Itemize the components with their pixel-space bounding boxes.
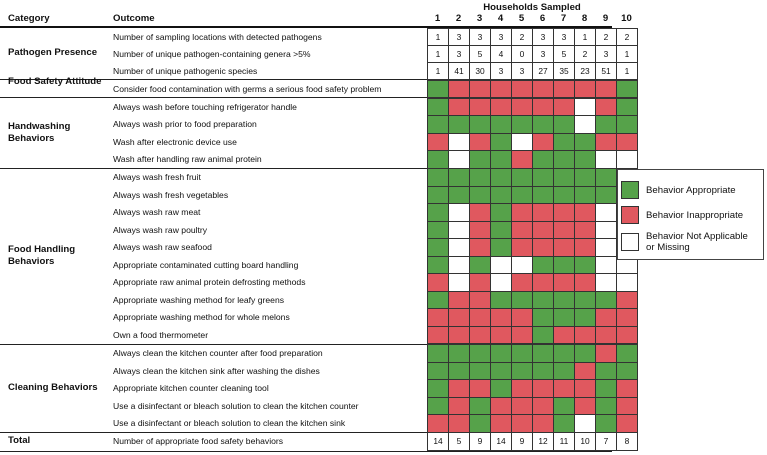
behavior-cell [511,414,533,433]
behavior-cell [490,221,512,240]
value-cell: 5 [469,45,491,64]
outcome-label: Appropriate kitchen counter cleaning tool [113,383,269,393]
behavior-cell [616,326,638,345]
behavior-cell [595,414,617,433]
behavior-cell [574,308,596,327]
behavior-cell [616,379,638,398]
value-cell: 5 [553,45,575,64]
behavior-cell [511,291,533,310]
behavior-cell [553,273,575,292]
behavior-cell [490,115,512,134]
behavior-cell [490,133,512,152]
value-cell: 2 [616,28,638,47]
behavior-cell [469,203,491,222]
behavior-cell [532,238,554,257]
behavior-cell [532,308,554,327]
behavior-cell [616,344,638,363]
outcome-label: Wash after electronic device use [113,136,237,147]
behavior-cell [490,203,512,222]
behavior-cell [427,379,449,398]
behavior-cell [553,344,575,363]
behavior-cell [469,80,491,99]
behavior-cell [553,150,575,169]
behavior-cell [595,115,617,134]
behavior-cell [595,203,617,222]
outcome-label: Number of appropriate food safety behaviors [113,436,284,446]
value-cell: 14 [427,432,449,451]
behavior-cell [574,362,596,381]
outcome-label: Consider food contamination with germs a serious food safety problem [113,83,382,94]
behavior-cell [511,115,533,134]
behavior-cell [532,186,554,205]
behavior-cell [511,397,533,416]
value-cell: 1 [574,28,596,47]
behavior-cell [469,150,491,169]
outcome-label: Use a disinfectant or bleach solution to clean the kitchen sink [113,418,346,428]
household-column-number: 3 [476,13,483,24]
behavior-cell [448,379,470,398]
household-column-number: 9 [602,13,609,24]
table-bottom-rule [0,451,612,452]
value-cell: 3 [532,45,554,64]
behavior-cell [595,150,617,169]
outcome-label: Number of sampling locations with detected pathogens [113,31,322,42]
value-cell: 0 [511,45,533,64]
legend-item [621,206,758,224]
behavior-cell [469,397,491,416]
behavior-cell [448,397,470,416]
behavior-cell [616,308,638,327]
behavior-cell [490,326,512,345]
behavior-cell [448,98,470,117]
behavior-cell [532,326,554,345]
category-label: Total [8,434,31,446]
household-column-number: 7 [560,13,567,24]
behavior-cell [574,291,596,310]
outcome-label: Appropriate washing method for leafy greens [113,294,285,305]
behavior-cell [490,238,512,257]
behavior-cell [427,186,449,205]
outcome-label: Own a food thermometer [113,329,209,340]
behavior-cell [448,362,470,381]
behavior-cell [469,221,491,240]
behavior-cell [595,379,617,398]
behavior-cell [511,238,533,257]
household-column-number: 8 [581,13,588,24]
behavior-cell [532,397,554,416]
value-cell: 1 [427,62,449,81]
behavior-cell [469,291,491,310]
behavior-cell [532,291,554,310]
behavior-cell [595,168,617,187]
value-cell: 8 [616,432,638,451]
behavior-cell [511,326,533,345]
behavior-cell [595,221,617,240]
behavior-cell [532,98,554,117]
behavior-cell [490,168,512,187]
legend-swatch [621,233,639,251]
behavior-cell [532,80,554,99]
behavior-cell [574,273,596,292]
outcome-label: Use a disinfectant or bleach solution to clean the kitchen counter [113,400,359,411]
behavior-cell [595,256,617,275]
behavior-cell [448,80,470,99]
value-cell: 14 [490,432,512,451]
behavior-cell [595,291,617,310]
behavior-cell [532,414,554,433]
behavior-cell [448,291,470,310]
behavior-cell [448,203,470,222]
category-label: Pathogen Presence [8,47,98,59]
behavior-cell [553,414,575,433]
behavior-cell [469,256,491,275]
outcome-header: Outcome [113,13,155,24]
behavior-cell [532,362,554,381]
behavior-cell [595,98,617,117]
outcome-label: Always clean the kitchen sink after washing the dishes [113,365,320,376]
behavior-cell [574,326,596,345]
value-cell: 9 [469,432,491,451]
behavior-cell [427,397,449,416]
behavior-cell [490,414,512,433]
behavior-cell [427,168,449,187]
value-cell: 3 [553,28,575,47]
behavior-cell [469,308,491,327]
behavior-cell [574,168,596,187]
behavior-cell [448,186,470,205]
behavior-cell [574,344,596,363]
behavior-cell [427,80,449,99]
households-sampled-header: Households Sampled [483,2,581,13]
legend-swatch [621,181,639,199]
behavior-cell [532,203,554,222]
behavior-cell [616,115,638,134]
behavior-cell [595,326,617,345]
behavior-cell [427,414,449,433]
behavior-cell [553,379,575,398]
behavior-cell [511,344,533,363]
outcome-label: Wash after handling raw animal protein [113,154,262,164]
behavior-cell [553,115,575,134]
behavior-cell [469,414,491,433]
behavior-cell [490,80,512,99]
category-label: Cleaning Behaviors [8,381,98,393]
value-cell: 7 [595,432,617,451]
behavior-cell [427,150,449,169]
behavior-cell [511,256,533,275]
behavior-cell [448,326,470,345]
behavior-cell [511,203,533,222]
behavior-cell [574,397,596,416]
behavior-cell [427,308,449,327]
behavior-cell [532,379,554,398]
behavior-cell [574,203,596,222]
behavior-cell [616,362,638,381]
behavior-cell [427,238,449,257]
outcome-label: Always wash before touching refrigerator handle [113,101,297,112]
behavior-cell [448,308,470,327]
behavior-cell [532,168,554,187]
behavior-cell [448,344,470,363]
household-column-number: 5 [518,13,525,24]
behavior-cell [490,379,512,398]
value-cell: 3 [490,62,512,81]
category-label: Food Safety Attitude [8,76,102,88]
behavior-cell [490,186,512,205]
behavior-cell [532,150,554,169]
behavior-cell [553,186,575,205]
behavior-cell [427,98,449,117]
behavior-cell [469,186,491,205]
behavior-cell [469,344,491,363]
value-cell: 30 [469,62,491,81]
behavior-cell [490,344,512,363]
behavior-cell [490,273,512,292]
behavior-cell [427,362,449,381]
behavior-cell [511,273,533,292]
value-cell: 1 [427,45,449,64]
behavior-cell [490,150,512,169]
behavior-cell [448,150,470,169]
behavior-cell [469,168,491,187]
value-cell: 11 [553,432,575,451]
behavior-cell [553,256,575,275]
behavior-cell [511,221,533,240]
value-cell: 1 [616,45,638,64]
legend-label: Behavior Appropriate [646,184,736,196]
behavior-cell [448,133,470,152]
category-header: Category [8,13,50,24]
behavior-cell [616,397,638,416]
behavior-cell [469,273,491,292]
outcome-label: Always wash fresh vegetables [113,189,229,200]
behavior-cell [490,291,512,310]
behavior-cell [595,238,617,257]
behavior-cell [616,98,638,117]
household-column-number: 4 [497,13,504,24]
behavior-cell [616,150,638,169]
behavior-cell [595,362,617,381]
behavior-cell [427,133,449,152]
outcome-label: Always wash fresh fruit [113,172,201,182]
behavior-cell [553,98,575,117]
behavior-cell [553,291,575,310]
household-column-number: 6 [539,13,546,24]
behavior-cell [511,80,533,99]
behavior-cell [448,256,470,275]
behavior-cell [469,238,491,257]
legend-item [621,231,758,253]
behavior-cell [595,80,617,99]
behavior-cell [553,221,575,240]
behavior-cell [595,344,617,363]
behavior-cell [448,273,470,292]
behavior-cell [490,308,512,327]
behavior-cell [574,379,596,398]
behavior-cell [427,273,449,292]
behavior-cell [427,203,449,222]
behavior-cell [574,186,596,205]
household-column-number: 10 [621,13,632,24]
behavior-cell [448,115,470,134]
behavior-cell [574,221,596,240]
behavior-cell [490,98,512,117]
behavior-cell [490,397,512,416]
value-cell: 2 [574,45,596,64]
behavior-cell [469,326,491,345]
behavior-cell [490,256,512,275]
value-cell: 2 [595,28,617,47]
value-cell: 23 [574,62,596,81]
value-cell: 3 [511,62,533,81]
outcome-label: Appropriate contaminated cutting board handling [113,259,299,270]
outcome-label: Always clean the kitchen counter after food preparation [113,348,323,358]
behavior-cell [511,362,533,381]
behavior-cell [511,133,533,152]
behavior-cell [616,80,638,99]
behavior-cell [616,291,638,310]
behavior-cell [616,414,638,433]
outcome-label: Number of unique pathogenic species [113,65,258,76]
behavior-cell [553,326,575,345]
behavior-cell [469,379,491,398]
behavior-cell [553,133,575,152]
behavior-cell [553,168,575,187]
value-cell: 2 [511,28,533,47]
behavior-cell [595,273,617,292]
behavior-cell [511,308,533,327]
behavior-cell [532,344,554,363]
behavior-cell [490,362,512,381]
value-cell: 41 [448,62,470,81]
behavior-cell [511,186,533,205]
value-cell: 3 [448,45,470,64]
value-cell: 5 [448,432,470,451]
behavior-cell [574,115,596,134]
behavior-cell [574,133,596,152]
behavior-cell [427,344,449,363]
value-cell: 27 [532,62,554,81]
behavior-cell [574,256,596,275]
value-cell: 4 [490,45,512,64]
value-cell: 10 [574,432,596,451]
behavior-cell [511,168,533,187]
outcome-label: Appropriate raw animal protein defrosting methods [113,277,306,287]
behavior-cell [511,150,533,169]
value-cell: 35 [553,62,575,81]
behavior-cell [574,98,596,117]
behavior-cell [532,273,554,292]
behavior-cell [532,133,554,152]
behavior-cell [469,133,491,152]
value-cell: 3 [532,28,554,47]
outcome-label: Always wash raw meat [113,207,201,217]
behavior-cell [616,273,638,292]
value-cell: 3 [469,28,491,47]
value-cell: 51 [595,62,617,81]
behavior-cell [427,291,449,310]
behavior-cell [427,326,449,345]
household-column-number: 1 [434,13,441,24]
outcome-label: Number of unique pathogen-containing genera >5% [113,48,311,59]
behavior-cell [511,98,533,117]
behavior-cell [574,150,596,169]
behavior-cell [574,238,596,257]
behavior-cell [469,98,491,117]
behavior-cell [532,115,554,134]
category-label: Handwashing Behaviors [8,120,71,144]
behavior-cell [574,414,596,433]
behavior-cell [469,115,491,134]
behavior-cell [448,168,470,187]
behavior-cell [595,397,617,416]
behavior-cell [553,308,575,327]
outcome-label: Always wash raw seafood [113,242,212,252]
behavior-cell [595,186,617,205]
value-cell: 1 [616,62,638,81]
behavior-cell [427,256,449,275]
value-cell: 1 [427,28,449,47]
behavior-cell [553,362,575,381]
behavior-cell [427,115,449,134]
behavior-cell [616,133,638,152]
behavior-cell [595,308,617,327]
outcome-label: Always wash raw poultry [113,224,208,235]
behavior-cell [553,397,575,416]
household-column-number: 2 [455,13,462,24]
behavior-cell [553,238,575,257]
behavior-cell [532,256,554,275]
legend-item [621,181,758,199]
category-label: Food Handling Behaviors [8,243,76,267]
behavior-cell [448,414,470,433]
legend-label: Behavior Not Applicable or Missing [646,231,748,253]
behavior-cell [553,203,575,222]
value-cell: 3 [448,28,470,47]
legend-label: Behavior Inappropriate [646,209,744,221]
behavior-cell [448,221,470,240]
behavior-cell [469,362,491,381]
behavior-cell [553,80,575,99]
value-cell: 3 [595,45,617,64]
behavior-cell [595,133,617,152]
behavior-cell [448,238,470,257]
outcome-label: Always wash prior to food preparation [113,119,257,129]
value-cell: 9 [511,432,533,451]
behavior-cell [511,379,533,398]
legend-swatch [621,206,639,224]
value-cell: 12 [532,432,554,451]
outcome-label: Appropriate washing method for whole melons [113,312,290,322]
behavior-cell [532,221,554,240]
behavior-cell [574,80,596,99]
legend [617,169,764,260]
value-cell: 3 [490,28,512,47]
behavior-cell [427,221,449,240]
